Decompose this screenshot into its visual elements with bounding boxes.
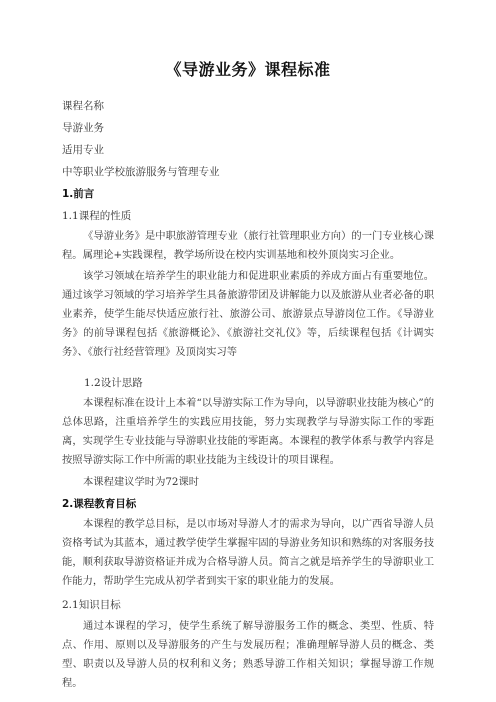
document-title: 《导游业务》课程标准 [165, 60, 331, 79]
section-1-2-heading: 1.2设计思路 [84, 377, 143, 389]
section-2-1-paragraph-1: 通过本课程的学习，使学生系统了解导游服务工作的概念、类型、性质、特点、作用、原则以及导游服务的产生与发展历程；准确理解导游人员的概念、类型、职责以及导游人员的权利和义务；熟悉导游工作相关知识；掌握导游工作规程。 [62, 620, 434, 689]
section-1-1-heading: 1.1课程的性质 [62, 210, 132, 222]
section-2-heading: 2.课程教育目标 [62, 498, 137, 510]
section-2-paragraph-1: 本课程的教学总目标，是以市场对导游人才的需求为导向，以广西省导游人员资格考试为其蓝本，通过教学使学生掌握牢固的导游业务知识和熟练的对客服务技能，顺利获取导游资格证并成为合格导游人员。简言之就是培养学生的导游职业工作能力，帮助学生完成从初学者到实干家的职业能力的发展。 [62, 518, 434, 587]
section-1-2-paragraph-2: 本课程建议学时为72课时 [83, 476, 200, 488]
course-name: 导游业务 [62, 122, 104, 134]
section-1-1-paragraph-2: 该学习领域在培养学生的职业能力和促进职业素质的养成方面占有重要地位。通过该学习领域的学习培养学生具备旅游带团及讲解能力以及旅游从业者必备的职业素养，使学生能尽快适应旅行社、旅游公司、旅游景点导游岗位工作。《导游业务》的前导课程包括《旅游概论》、《旅游社交礼仪》等，后续课程包括《计调实务》、《旅行社经营管理》及顶岗实习等 [62, 270, 434, 358]
section-1-2-paragraph-1: 本课程标准在设计上本着“以导游实际工作为导向，以导游职业技能为核心”的总体思路，注重培养学生的实践应用技能，努力实现教学与导游实际工作的零距离，实现学生专业技能与导游职业技能的零距离。本课程的教学体系与教学内容是按照导游实际工作中所需的职业技能为主线设计的项目课程。 [62, 397, 434, 466]
section-2-1-heading: 2.1知识目标 [62, 599, 121, 611]
section-1-1-paragraph-1: 《导游业务》是中职旅游管理专业（旅行社管理职业方向）的一门专业核心课程。属理论+实践课程，教学场所设在校内实训基地和校外顶岗实习企业。 [62, 230, 434, 261]
major: 中等职业学校旅游服务与管理专业 [62, 166, 220, 178]
section-1-heading: 1.前言 [62, 188, 95, 200]
major-label: 适用专业 [62, 144, 104, 156]
course-name-label: 课程名称 [62, 100, 104, 112]
